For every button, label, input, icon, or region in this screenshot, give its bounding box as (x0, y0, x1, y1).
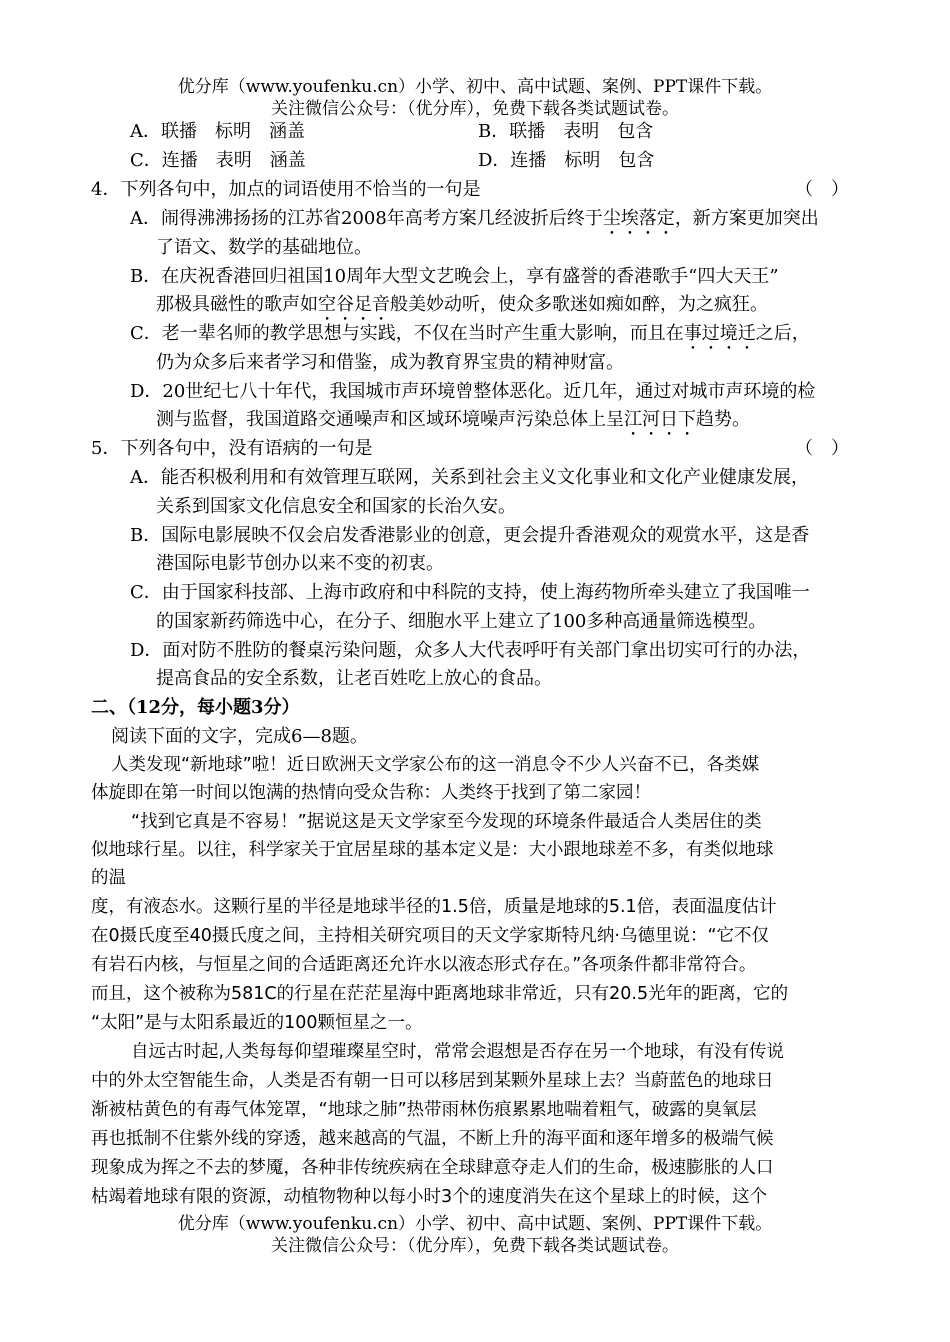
q4-option-a-line1: A．闹得沸沸扬扬的江苏省2008年高考方案几经波折后终于尘埃落定，新方案更加突出 (130, 208, 819, 229)
passage-p2-line6: 有岩石内核，与恒星之间的合适距离还允许水以液态形式存在。”各项条件都非常符合。 (91, 955, 757, 975)
q4-option-a-line2: 了语文、数学的基础地位。 (156, 237, 372, 258)
q4-option-d-line2: 测与监督，我国道路交通噪声和区域环境噪声污染总体上呈江河日下趋势。 (156, 409, 750, 430)
passage-p2-line3: 的温 (91, 868, 126, 888)
q3-option-a: A．联播 标明 涵盖 (130, 121, 305, 142)
q5-option-c-line2: 的国家新药筛选中心，在分子、细胞水平上建立了100多种高通量筛选模型。 (156, 611, 767, 632)
passage-p3-line4: 再也抵制不住紫外线的穿透，越来越高的气温，不断上升的海平面和逐年增多的极端气候 (91, 1129, 774, 1149)
passage-p2-line2: 似地球行星。以往，科学家关于宜居星球的基本定义是：大小跟地球差不多，有类似地球 (91, 840, 774, 860)
section-2-instruction: 阅读下面的文字，完成6—8题。 (111, 726, 368, 747)
q4-stem: 4．下列各句中，加点的词语使用不恰当的一句是 (91, 179, 481, 200)
q3-option-b: B．联播 表明 包含 (478, 121, 654, 142)
passage-p3-line6: 枯竭着地球有限的资源，动植物物种以每小时3个的速度消失在这个星球上的时候，这个 (91, 1187, 768, 1207)
passage-p2-line7: 而且，这个被称为581C的行星在茫茫星海中距离地球非常近，只有20.5光年的距离，它的 (91, 984, 789, 1004)
q4-answer-paren: （ ） (795, 179, 849, 200)
q4-option-d-line1: D．20世纪七八十年代，我国城市声环境曾整体恶化。近几年，通过对城市声环境的检 (130, 381, 816, 402)
q5-answer-paren: （ ） (795, 438, 849, 459)
q4-option-b-line1: B．在庆祝香港回归祖国10周年大型文艺晚会上，享有盛誉的香港歌手“四大天王” (130, 266, 779, 287)
q5-option-d-line1: D．面对防不胜防的餐桌污染问题，众多人大代表呼吁有关部门拿出切实可行的办法， (130, 640, 811, 661)
passage-p2-line8: “太阳”是与太阳系最近的100颗恒星之一。 (91, 1013, 423, 1033)
q5-option-d-line2: 提高食品的安全系数，让老百姓吃上放心的食品。 (156, 668, 552, 689)
passage-p2-line4: 度，有液态水。这颗行星的半径是地球半径的1.5倍，质量是地球的5.1倍，表面温度估计 (91, 897, 777, 917)
passage-p3-line3: 渐被枯黄色的有毒气体笼罩，“地球之肺”热带雨林伤痕累累地喘着粗气，破露的臭氧层 (91, 1100, 757, 1120)
q4-option-c-line1: C．老一辈名师的教学思想与实践，不仅在当时产生重大影响，而且在事过境迁之后， (130, 323, 810, 344)
passage-p3-line2: 中的外太空智能生命，人类是否有朝一日可以移居到某颗外星球上去？当蔚蓝色的地球日 (91, 1071, 774, 1091)
q5-option-a-line1: A．能否积极利用和有效管理互联网，关系到社会主义文化事业和文化产业健康发展， (130, 467, 809, 488)
header-line-2: 关注微信公众号：（优分库），免费下载各类试题试卷。 (271, 99, 679, 119)
section-2-title: 二、（12分，每小题3分） (91, 697, 300, 718)
footer-line-1: 优分库（www.youfenku.cn）小学、初中、高中试题、案例、PPT课件下载。 (177, 1214, 773, 1234)
header-line-1: 优分库（www.youfenku.cn）小学、初中、高中试题、案例、PPT课件下载。 (177, 77, 773, 97)
q4-option-b-line2: 那极具磁性的歌声如空谷足音般美妙动听，使众多歌迷如痴如醉，为之疯狂。 (156, 294, 768, 315)
q4-dotted-term-b: 空谷足音 (318, 294, 390, 315)
q5-stem: 5．下列各句中，没有语病的一句是 (91, 438, 373, 459)
q5-option-b-line1: B．国际电影展映不仅会启发香港影业的创意，更会提升香港观众的观赏水平，这是香 (130, 525, 810, 546)
q5-option-c-line1: C．由于国家科技部、上海市政府和中科院的支持，使上海药物所牵头建立了我国唯一 (130, 582, 810, 603)
q3-option-c: C．连播 表明 涵盖 (130, 150, 306, 171)
passage-p1-line2: 体旋即在第一时间以饱满的热情向受众告称：人类终于找到了第二家园！ (91, 783, 651, 803)
q4-option-c-line2: 仍为众多后来者学习和借鉴，成为教育界宝贵的精神财富。 (156, 352, 624, 373)
passage-p3-line1: 自远古时起,人类每每仰望璀璨星空时，常常会遐想是否存在另一个地球，有没有传说 (131, 1042, 785, 1062)
passage-p1-line1: 人类发现“新地球”啦！近日欧洲天文学家公布的这一消息令不少人兴奋不已，各类媒 (111, 755, 760, 775)
footer-line-2: 关注微信公众号：（优分库），免费下载各类试题试卷。 (271, 1236, 679, 1256)
passage-p3-line5: 现象成为挥之不去的梦魇，各种非传统疾病在全球肆意夺走人们的生命，极速膨胀的人口 (91, 1158, 774, 1178)
q5-option-a-line2: 关系到国家文化信息安全和国家的长治久安。 (156, 496, 516, 517)
q4-dotted-term-a: 尘埃落定 (602, 208, 675, 229)
passage-p2-line5: 在0摄氏度至40摄氏度之间，主持相关研究项目的天文学家斯特凡纳·乌德里说：“它不仅 (91, 926, 770, 946)
passage-p2-line1: “找到它真是不容易！”据说这是天文学家至今发现的环境条件最适合人类居住的类 (131, 812, 762, 832)
q4-dotted-term-d: 江河日下 (624, 409, 696, 430)
q3-option-d: D．连播 标明 包含 (478, 150, 655, 171)
q4-dotted-term-c: 事过境迁 (683, 323, 756, 344)
q5-option-b-line2: 港国际电影节创办以来不变的初衷。 (156, 553, 444, 574)
